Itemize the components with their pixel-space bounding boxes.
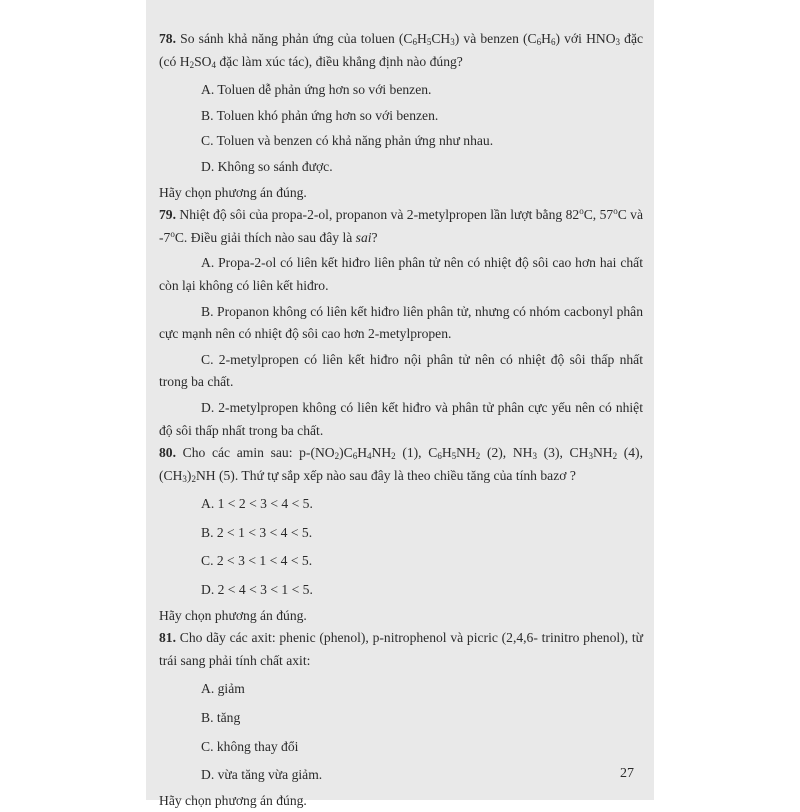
question-number: 78.: [159, 31, 176, 46]
option-b: B. Toluen khó phản ứng hơn so với benzen.: [201, 107, 439, 123]
option-a: A. 1 < 2 < 3 < 4 < 5.: [201, 496, 313, 512]
page-content: [159, 28, 643, 812]
instruction-text: Hãy chọn phương án đúng.: [159, 607, 307, 623]
option-a: A. Toluen dễ phản ứng hơn so với benzen.: [201, 82, 432, 98]
emphasis-sai: sai: [355, 229, 372, 245]
question-number: 81.: [159, 630, 176, 646]
option-c: C. Toluen và benzen có khả năng phản ứng như nhau.: [201, 133, 494, 149]
page-number: 27: [620, 766, 634, 781]
option-d: D. 2 < 4 < 3 < 1 < 5.: [201, 582, 313, 598]
option-c: C. 2 < 3 < 1 < 4 < 5.: [201, 553, 313, 569]
option-c: C. không thay đổi: [201, 738, 299, 754]
option-b: B. 2 < 1 < 3 < 4 < 5.: [201, 524, 313, 540]
option-b: B. Propanon không có liên kết hiđro liên phân tử, nhưng có nhóm cacbonyl phân cực mạnh nên có nhiệt độ sôi cao hơn 2-metylpropen.: [159, 303, 643, 342]
option-a: A. giảm: [201, 681, 245, 697]
instruction-text: Hãy chọn phương án đúng.: [159, 184, 307, 200]
question-number: 80.: [159, 445, 176, 461]
question-81: 81. Cho dãy các axit: phenic (phenol), p-nitrophenol và picric (2,4,6- trinitro phenol), từ trái sang phải tính chất axit:: [159, 630, 643, 668]
option-d: D. Không so sánh được.: [201, 158, 333, 174]
option-d: D. 2-metylpropen không có liên kết hiđro và phân tử phân cực yếu nên có nhiệt độ sôi thấp nhất trong ba chất.: [159, 399, 643, 438]
question-79: 79. Nhiệt độ sôi của propa-2-ol, propanon và 2-metylpropen lần lượt bằng 82$^o$C, 57$^o$C và -7$^o$C. Điều giải thích nào sau đây là sai?: [159, 206, 643, 245]
question-number: 79.: [159, 207, 176, 223]
option-b: B. tăng: [201, 710, 241, 726]
option-a: A. Propa-2-ol có liên kết hiđro liên phân tử nên có nhiệt độ sôi cao hơn hai chất còn lại không có liên kết hiđro.: [159, 255, 643, 293]
question-78: 78. So sánh khả năng phản ứng của toluen $(C_6H_5CH_3)$ và benzen $(C_6H_6)$ với $HNO_3$ đặc (có $H_2SO_4$ đặc làm xúc tác), điều khẳng định nào đúng?: [159, 31, 644, 70]
option-c: C. 2-metylpropen có liên kết hiđro nội phân tử nên có nhiệt độ sôi thấp nhất trong ba chất.: [159, 351, 643, 390]
option-d: D. vừa tăng vừa giảm.: [201, 767, 323, 783]
book-page: [146, 0, 654, 808]
instruction-text: Hãy chọn phương án đúng.: [159, 792, 307, 808]
question-80: 80. Cho các amin sau: $p-(NO_2)C_6H_4NH_2$ (1), $C_6H_5NH_2$ (2), $NH_3$ (3), $CH_3NH_2$ (4), $(CH_3)_2NH$ (5). Thứ tự sắp xếp nào sau đây là theo chiều tăng của tính bazơ ?: [159, 445, 643, 484]
